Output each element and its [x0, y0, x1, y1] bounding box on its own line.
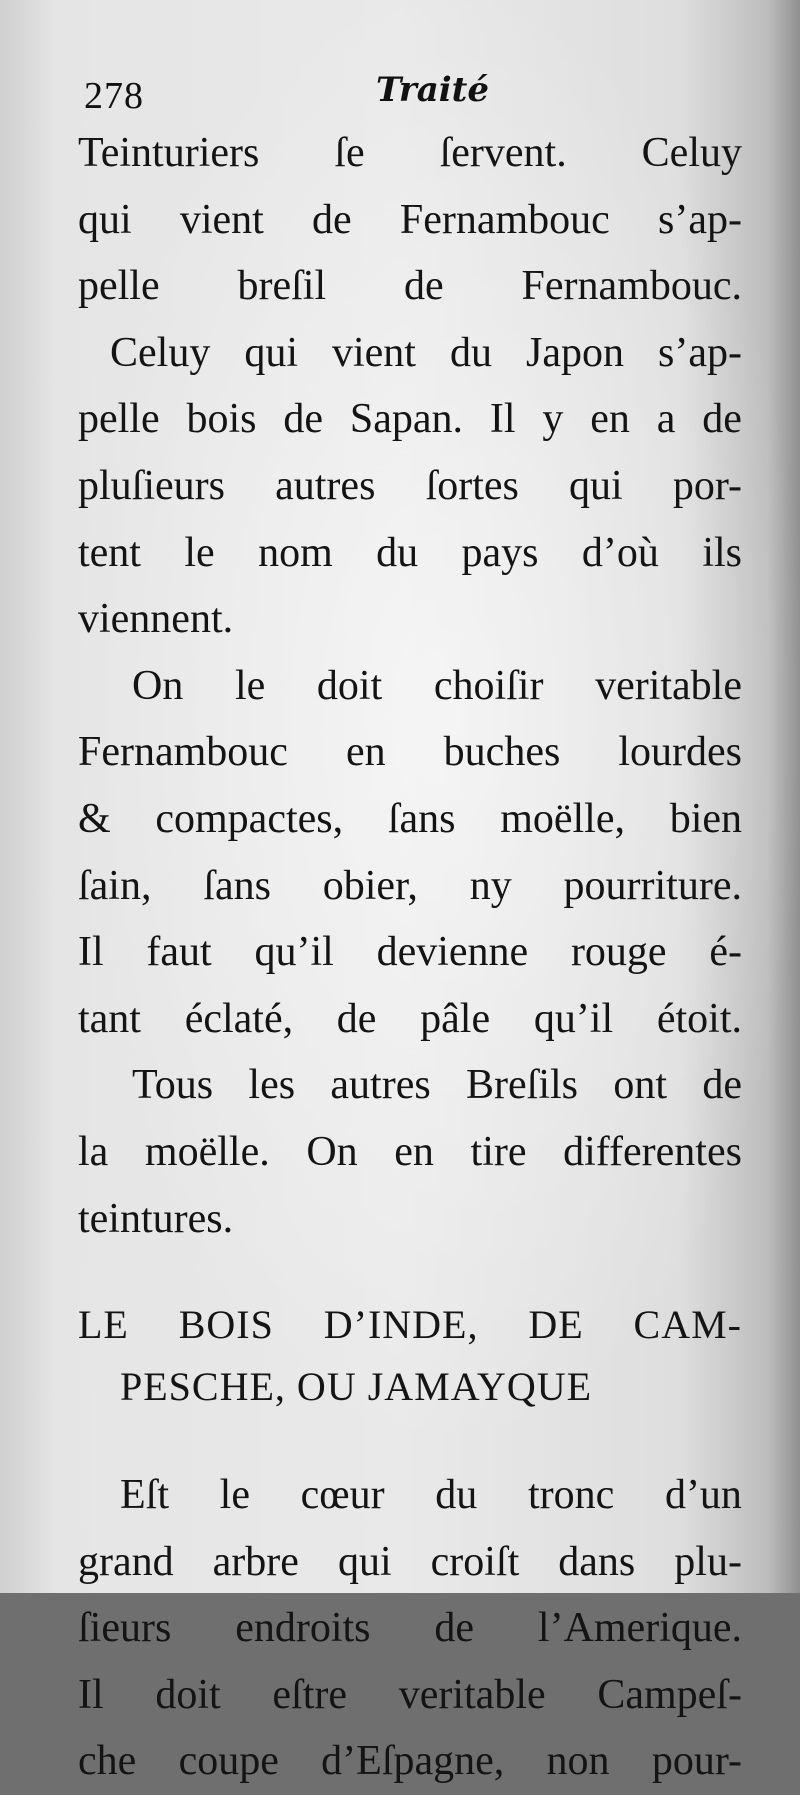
text-line: grand arbre qui croiſt dans plu- [78, 1538, 742, 1585]
text-line: ſieurs endroits de l’Amerique. [78, 1605, 742, 1652]
text-line: pluſieurs autres ſortes qui por- [78, 462, 742, 509]
text-line: la moëlle. On en tire differentes [78, 1128, 742, 1175]
page-header [84, 70, 724, 120]
text-line: Eſt le cœur du tronc d’un [120, 1472, 742, 1519]
text-line: Il faut qu’il devienne rouge é- [78, 929, 742, 976]
text-line: qui vient de Fernambouc s’ap- [78, 196, 742, 243]
text-line: viennent. [78, 596, 234, 643]
page-number: 278 [84, 75, 144, 117]
text-line: Fernambouc en buches lourdes [78, 729, 742, 776]
text-line: ſain, ſans obier, ny pourriture. [78, 862, 742, 909]
text-line: Teinturiers ſe ſervent. Celuy [78, 130, 742, 176]
heading-line: LE BOIS D’INDE, DE CAM- [78, 1302, 742, 1348]
text-line: & compactes, ſans moëlle, bien [78, 795, 742, 842]
text-line: Celuy qui vient du Japon s’ap- [110, 329, 742, 376]
text-line: tent le nom du pays d’où ils [78, 529, 742, 576]
body-text [78, 120, 742, 1795]
text-line: teintures. [78, 1195, 234, 1242]
text-line: pelle bois de Sapan. Il y en a de [78, 396, 742, 443]
text-line: tant éclaté, de pâle qu’il étoit. [78, 995, 742, 1042]
text-line: Tous les autres Breſils ont de [132, 1062, 742, 1109]
text-line: pelle breſil de Fernambouc. [78, 263, 742, 310]
text-line: On le doit choiſir veritable [132, 662, 742, 709]
heading-line: PESCHE, OU JAMAYQUE [120, 1364, 593, 1410]
running-head: Traité [376, 70, 490, 110]
section-heading [78, 1294, 742, 1418]
text-line: Il doit eſtre veritable Campeſ- [78, 1671, 742, 1718]
text-line: che coupe d’Eſpagne, non pour- [78, 1738, 742, 1785]
